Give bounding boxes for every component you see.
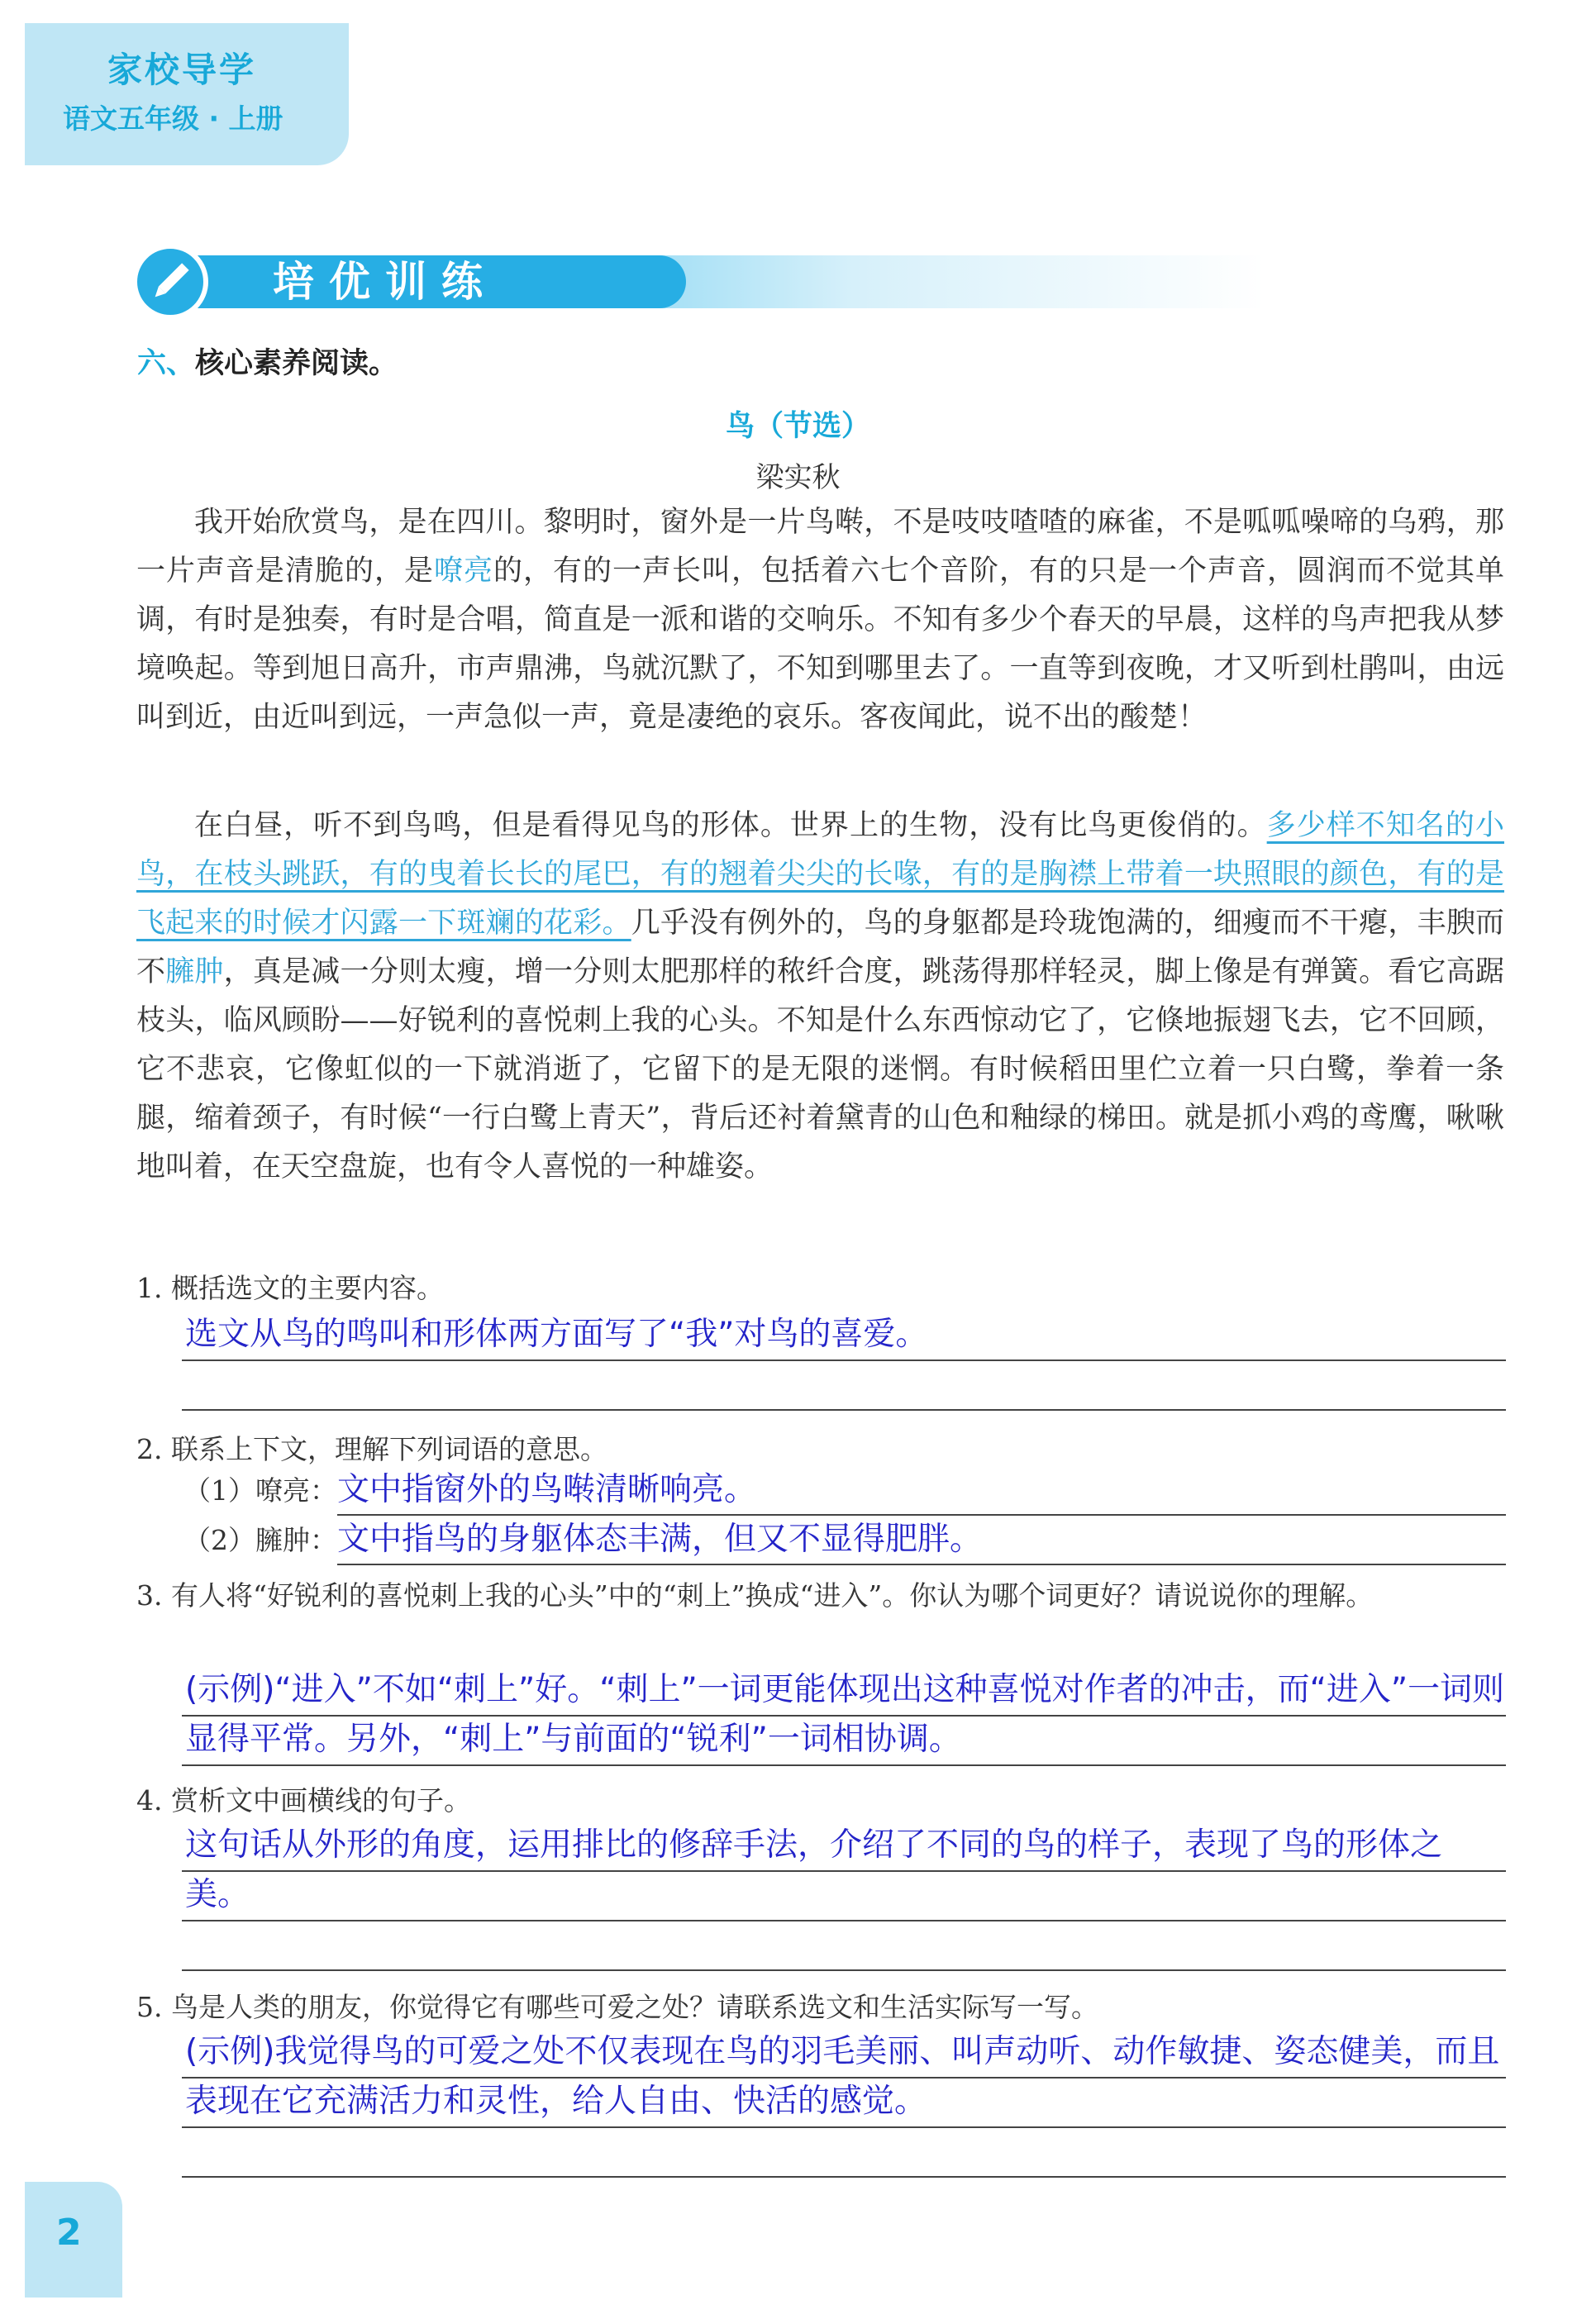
answer-3: (示例)“进入”不如“刺上”好。“刺上”一词更能体现出这种喜悦对作者的冲击，而“进入”一词则显得平常。另外，“刺上”与前面的“锐利”一词相协调。 bbox=[185, 1671, 1505, 1758]
article-author: 梁实秋 bbox=[755, 461, 841, 494]
key-word-yongzhong: 臃肿 bbox=[165, 955, 224, 988]
book-title: 家校导学 bbox=[107, 50, 257, 90]
answer-line bbox=[182, 1870, 1506, 1872]
answer-line bbox=[182, 1715, 1506, 1717]
page-number: 2 bbox=[56, 2212, 82, 2254]
answer-line bbox=[182, 2126, 1506, 2128]
answer-1: 选文从鸟的鸣叫和形体两方面写了“我”对鸟的喜爱。 bbox=[185, 1316, 928, 1353]
question-4: 4. 赏析文中画横线的句子。 bbox=[136, 1784, 471, 1817]
answer-line bbox=[182, 1969, 1506, 1971]
article-title: 鸟（节选） bbox=[725, 410, 870, 443]
answer-line bbox=[337, 1514, 1506, 1516]
banner-title: 培优训练 bbox=[273, 258, 498, 306]
underlined-sentence: 多少样不知名的小鸟，在枝头跳跃，有的曳着长长的尾巴，有的翘着尖尖的长喙，有的是胸襟上带着一块照眼的颜色，有的是飞起来的时候才闪露一下斑斓的花彩。 bbox=[136, 809, 1504, 940]
answer-line bbox=[182, 1764, 1506, 1766]
question-2-item-1: （1）嘹亮：文中指窗外的鸟啭清晰响亮。 bbox=[183, 1471, 757, 1508]
question-5: 5. 鸟是人类的朋友，你觉得它有哪些可爱之处？请联系选文和生活实际写一写。 bbox=[136, 1991, 1098, 2023]
book-header-tab bbox=[25, 23, 349, 165]
answer-2-1: 文中指窗外的鸟啭清晰响亮。 bbox=[337, 1471, 757, 1508]
section-heading bbox=[137, 340, 398, 382]
section-banner bbox=[132, 244, 1273, 320]
answer-2-2: 文中指鸟的身躯体态丰满，但又不显得肥胖。 bbox=[337, 1521, 983, 1558]
section-label: 核心素养阅读。 bbox=[195, 347, 398, 380]
answer-line bbox=[337, 1564, 1506, 1565]
answer-5: (示例)我觉得鸟的可爱之处不仅表现在鸟的羽毛美丽、叫声动听、动作敏捷、姿态健美，而且表现在它充满活力和灵性，给人自由、快活的感觉。 bbox=[185, 2033, 1500, 2120]
article-paragraph-1: 我开始欣赏鸟，是在四川。黎明时，窗外是一片鸟啭，不是吱吱喳喳的麻雀，不是呱呱噪啼的乌鸦，那一片声音是清脆的，是嘹亮的，有的一声长叫，包括着六七个音阶，有的只是一个声音，圆润而不觉其单调，有时是独奏，有时是合唱，简直是一派和谐的交响乐。不知有多少个春天的早晨，这样的鸟声把我从梦境唤起。等到旭日高升，市声鼎沸，鸟就沉默了，不知到哪里去了。一直等到夜晚，才又听到杜鹃叫，由远叫到近，由近叫到远，一声急似一声，竟是凄绝的哀乐。客夜闻此，说不出的酸楚！ bbox=[136, 506, 1504, 734]
question-2: 2. 联系上下文，理解下列词语的意思。 bbox=[136, 1433, 607, 1465]
question-2-item-2: （2）臃肿：文中指鸟的身躯体态丰满，但又不显得肥胖。 bbox=[183, 1521, 983, 1558]
question-1: 1. 概括选文的主要内容。 bbox=[136, 1272, 444, 1304]
answer-line bbox=[182, 1359, 1506, 1361]
answer-line bbox=[182, 1409, 1506, 1411]
pencil-icon bbox=[132, 244, 208, 320]
key-word-liaoliang: 嘹亮 bbox=[434, 555, 493, 588]
answer-line bbox=[182, 2077, 1506, 2079]
section-number: 六、 bbox=[137, 347, 196, 380]
page-number-tab bbox=[25, 2182, 122, 2298]
answer-line bbox=[182, 2176, 1506, 2178]
book-subtitle: 语文五年级 · 上册 bbox=[63, 102, 283, 135]
article-paragraph-2: 在白昼，听不到鸟鸣，但是看得见鸟的形体。世界上的生物，没有比鸟更俊俏的。多少样不知名的小鸟，在枝头跳跃，有的曳着长长的尾巴，有的翘着尖尖的长喙，有的是胸襟上带着一块照眼的颜色，有的是飞起来的时候才闪露一下斑斓的花彩。几乎没有例外的，鸟的身躯都是玲珑饱满的，细瘦而不干瘪，丰腴而不臃肿，真是减一分则太瘦，增一分则太肥那样的秾纤合度，跳荡得那样轻灵，脚上像是有弹簧。看它高踞枝头，临风顾盼——好锐利的喜悦刺上我的心头。不知是什么东西惊动它了，它倏地振翅飞去，它不回顾，它不悲哀，它像虹似的一下就消逝了，它留下的是无限的迷惘。有时候稻田里伫立着一只白鹭，拳着一条腿，缩着颈子，有时候“一行白鹭上青天”，背后还衬着黛青的山色和釉绿的梯田。就是抓小鸡的鸢鹰，啾啾地叫着，在天空盘旋，也有令人喜悦的一种雄姿。 bbox=[136, 809, 1504, 1183]
question-3: 3. 有人将“好锐利的喜悦刺上我的心头”中的“刺上”换成“进入”。你认为哪个词更好？请说说你的理解。 bbox=[136, 1579, 1374, 1612]
answer-4: 这句话从外形的角度，运用排比的修辞手法，介绍了不同的鸟的样子，表现了鸟的形体之美。 bbox=[185, 1826, 1443, 1913]
answer-line bbox=[182, 1920, 1506, 1921]
